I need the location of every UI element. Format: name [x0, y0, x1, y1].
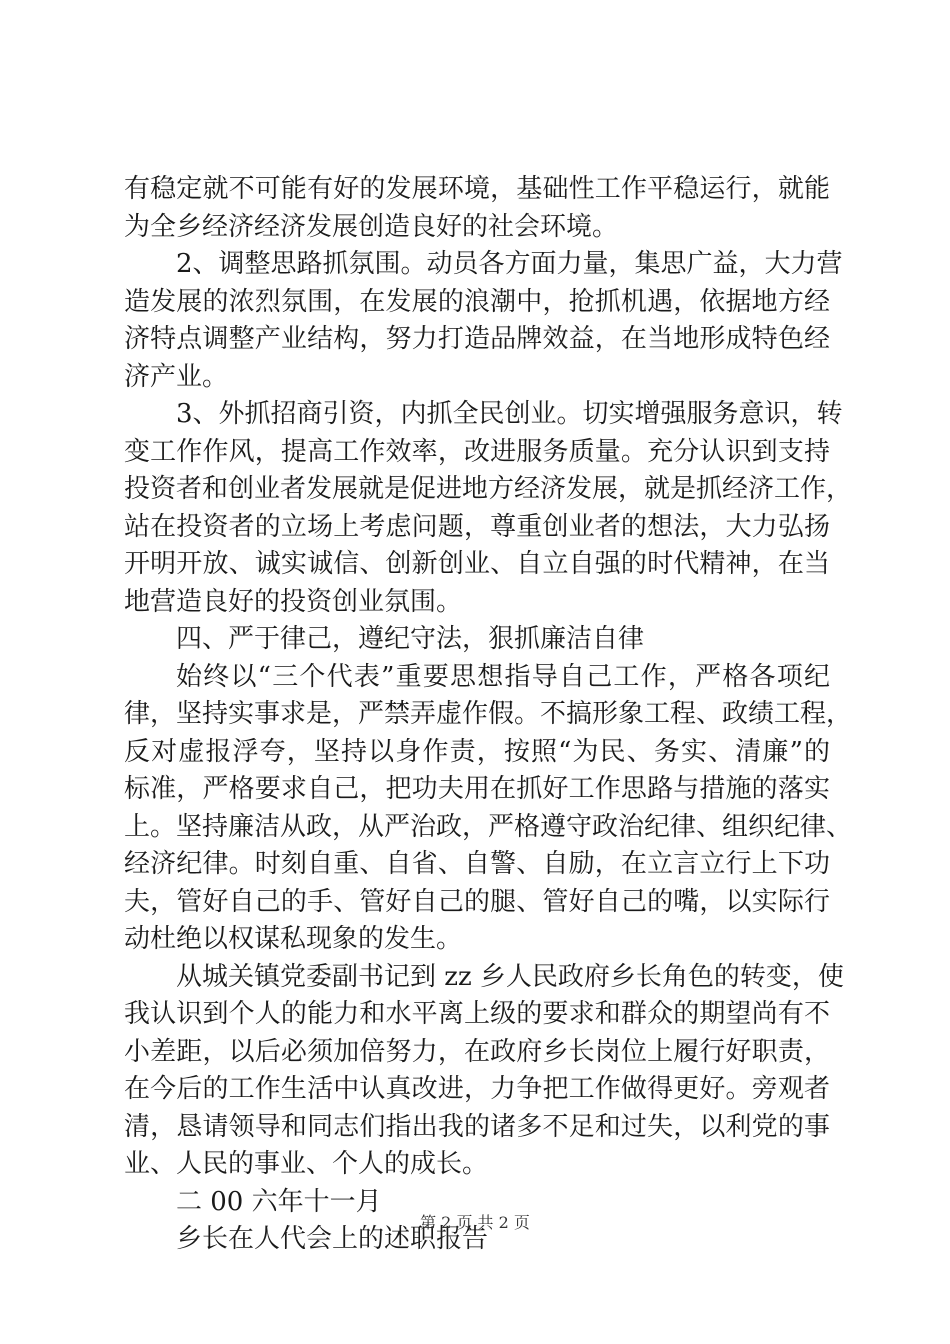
- text-line: 二 00 六年十一月: [176, 1186, 382, 1217]
- text-line: 反对虚报浮夸，坚持以身作责，按照“为民、务实、清廉”的: [124, 736, 830, 767]
- text-line: 标准，严格要求自己，把功夫用在抓好工作思路与措施的落实: [124, 774, 830, 804]
- text-line: 我认识到个人的能力和水平离上级的要求和群众的期望尚有不: [124, 999, 830, 1029]
- text-line: 变工作作风，提高工作效率，改进服务质量。充分认识到支持: [124, 436, 830, 467]
- text-line: 造发展的浓烈氛围，在发展的浪潮中，抢抓机遇，依据地方经: [124, 286, 830, 317]
- text-line: 清，恳请领导和同志们指出我的诸多不足和过失，以利党的事: [124, 1111, 830, 1142]
- text-line: 经济纪律。时刻自重、自省、自警、自励，在立言立行上下功: [124, 849, 830, 879]
- text-line: 地营造良好的投资创业氛围。: [124, 586, 463, 617]
- text-line: 站在投资者的立场上考虑问题，尊重创业者的想法，大力弘扬: [124, 511, 830, 542]
- text-line: 夫，管好自己的手、管好自己的腿、管好自己的嘴，以实际行: [124, 886, 830, 917]
- text-line: 开明开放、诚实诚信、创新创业、自立自强的时代精神，在当: [124, 549, 830, 579]
- text-line: 济产业。: [124, 361, 229, 392]
- text-line: 小差距，以后必须加倍努力，在政府乡长岗位上履行好职责，: [124, 1036, 830, 1067]
- text-line: 有稳定就不可能有好的发展环境，基础性工作平稳运行，就能: [124, 174, 830, 204]
- text-line: 济特点调整产业结构，努力打造品牌效益，在当地形成特色经: [124, 324, 830, 354]
- text-line: 投资者和创业者发展就是促进地方经济发展，就是抓经济工作，: [124, 474, 853, 504]
- text-line: 为全乡经济经济发展创造良好的社会环境。: [124, 211, 619, 242]
- text-line: 四、严于律己，遵纪守法，狠抓廉洁自律: [176, 624, 645, 654]
- text-line: 乡长在人代会上的述职报告: [176, 1224, 489, 1254]
- text-line: 3、外抓招商引资，内抓全民创业。切实增强服务意识，转: [176, 399, 843, 429]
- text-line: 2、调整思路抓氛围。动员各方面力量，集思广益，大力营: [176, 249, 843, 279]
- text-line: 上。坚持廉洁从政，从严治政，严格遵守政治纪律、组织纪律、: [124, 811, 853, 842]
- text-line: 律，坚持实事求是，严禁弄虚作假。不搞形象工程、政绩工程，: [124, 699, 853, 729]
- document-body: [124, 171, 853, 1259]
- text-line: 动杜绝以权谋私现象的发生。: [124, 924, 463, 954]
- text-line: 从城关镇党委副书记到 zz 乡人民政府乡长角色的转变，使: [176, 961, 844, 992]
- text-line: 在今后的工作生活中认真改进，力争把工作做得更好。旁观者: [124, 1074, 830, 1104]
- page-footer: 第 2 页 共 2 页: [420, 1213, 530, 1232]
- text-line: 业、人民的事业、个人的成长。: [124, 1149, 489, 1179]
- text-line: 始终以“三个代表”重要思想指导自己工作，严格各项纪: [176, 661, 830, 692]
